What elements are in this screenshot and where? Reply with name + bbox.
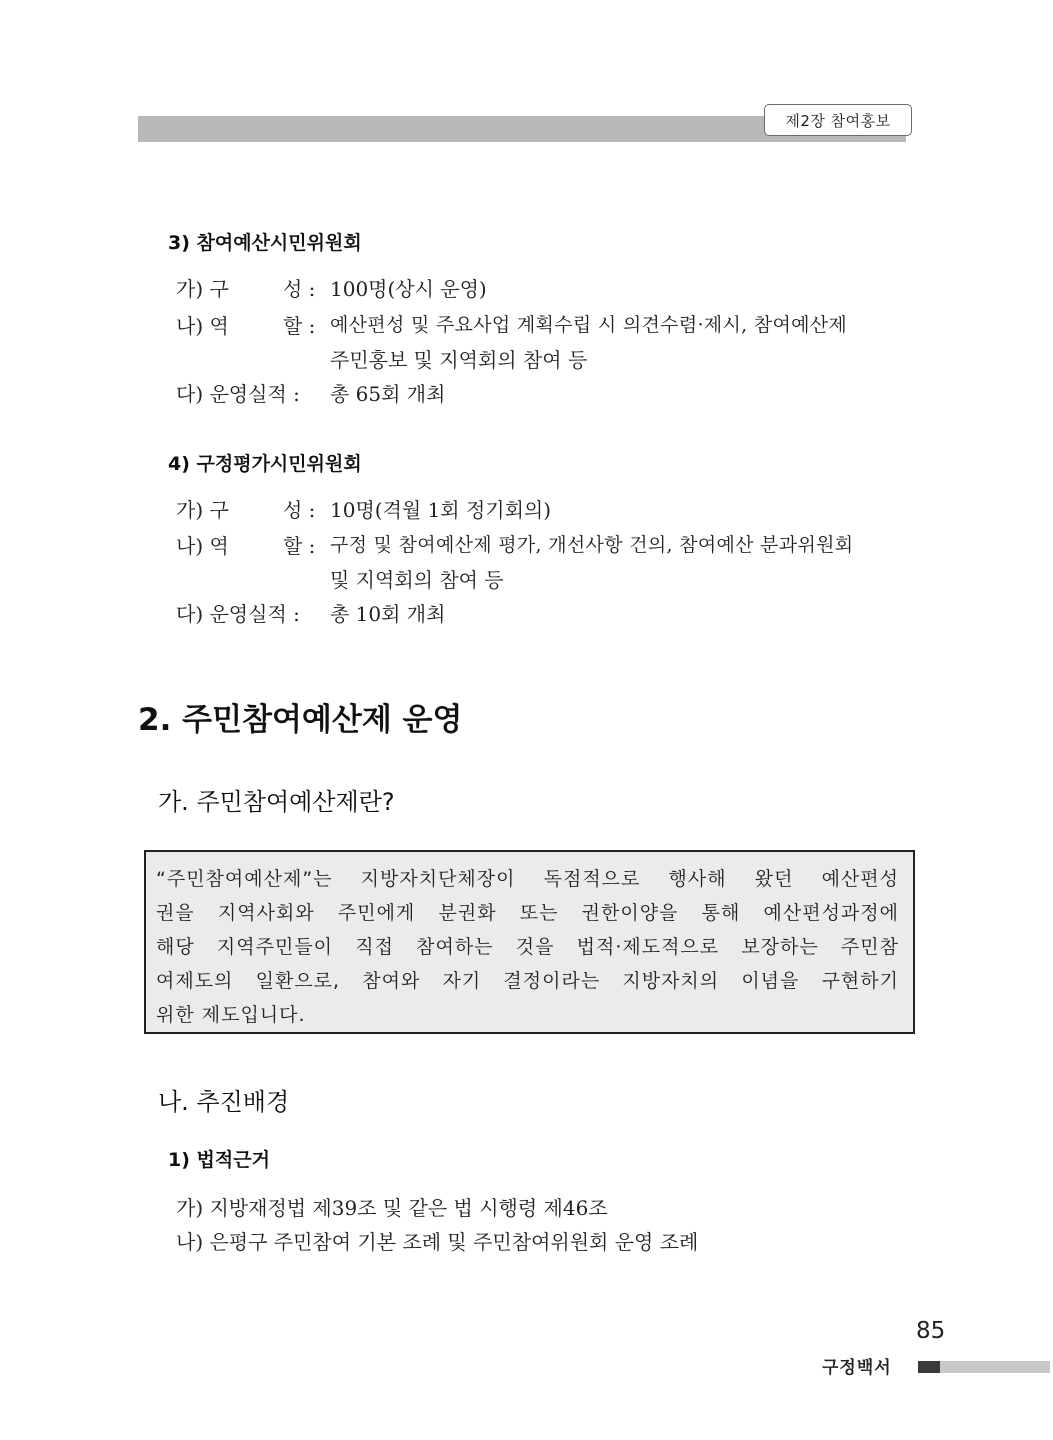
- s3-row-2-label: 나) 역: [176, 314, 229, 338]
- legal-basis-title: 1) 법적근거: [168, 1149, 270, 1171]
- definition-line-5: 위한 제도입니다.: [156, 1004, 306, 1026]
- s4-row-3-value: 및 지역회의 참여 등: [330, 568, 504, 592]
- chapter-tab: 제2장 참여홍보: [764, 104, 912, 136]
- s3-row-1-label: 가) 구: [176, 277, 229, 301]
- s3-row-1-label2: 성 :: [283, 277, 316, 301]
- s4-row-4-label: 다) 운영실적 :: [176, 602, 300, 626]
- chapter-heading: 2. 주민참여예산제 운영: [138, 702, 463, 738]
- definition-line-2: 권을 지역사회와 주민에게 분권화 또는 권한이양을 통해 예산편성과정에: [156, 902, 899, 924]
- book-title: 구정백서: [822, 1358, 892, 1378]
- s4-row-2-label: 나) 역: [176, 534, 229, 558]
- s3-row-2-label2: 할 :: [283, 314, 316, 338]
- legal-item-1: 가) 지방재정법 제39조 및 같은 법 시행령 제46조: [176, 1196, 608, 1220]
- s3-row-4-label: 다) 운영실적 :: [176, 382, 300, 406]
- definition-box: [144, 850, 915, 1034]
- s4-row-1-label: 가) 구: [176, 498, 229, 522]
- s4-row-2-label2: 할 :: [283, 534, 316, 558]
- section-3-title: 3) 참여예산시민위원회: [168, 232, 362, 254]
- legal-item-2: 나) 은평구 주민참여 기본 조례 및 주민참여위원회 운영 조례: [176, 1230, 699, 1254]
- footer-bar-dark: [918, 1361, 940, 1373]
- page-number: 85: [916, 1318, 946, 1344]
- definition-line-1: “주민참여예산제”는 지방자치단체장이 독점적으로 행사해 왔던 예산편성: [156, 868, 899, 890]
- s4-row-1-label2: 성 :: [283, 498, 316, 522]
- subsection-b-title: 나. 추진배경: [158, 1088, 290, 1116]
- s3-row-3-value: 주민홍보 및 지역회의 참여 등: [330, 348, 588, 372]
- section-4-title: 4) 구정평가시민위원회: [168, 453, 362, 475]
- s4-row-4-value: 총 10회 개최: [330, 602, 446, 626]
- s4-row-1-value: 10명(격월 1회 정기회의): [330, 498, 552, 522]
- s3-row-2-value: 예산편성 및 주요사업 계획수립 시 의견수렴·제시, 참여예산제: [330, 314, 848, 336]
- subsection-a-title: 가. 주민참여예산제란?: [158, 788, 395, 816]
- definition-line-3: 해당 지역주민들이 직접 참여하는 것을 법적·제도적으로 보장하는 주민참: [156, 936, 899, 958]
- definition-line-4: 여제도의 일환으로, 참여와 자기 결정이라는 지방자치의 이념을 구현하기: [156, 970, 899, 992]
- s3-row-4-value: 총 65회 개최: [330, 382, 446, 406]
- footer-bar-light: [940, 1361, 1050, 1373]
- s3-row-1-value: 100명(상시 운영): [330, 277, 487, 301]
- s4-row-2-value: 구정 및 참여예산제 평가, 개선사항 건의, 참여예산 분과위원회: [330, 534, 854, 556]
